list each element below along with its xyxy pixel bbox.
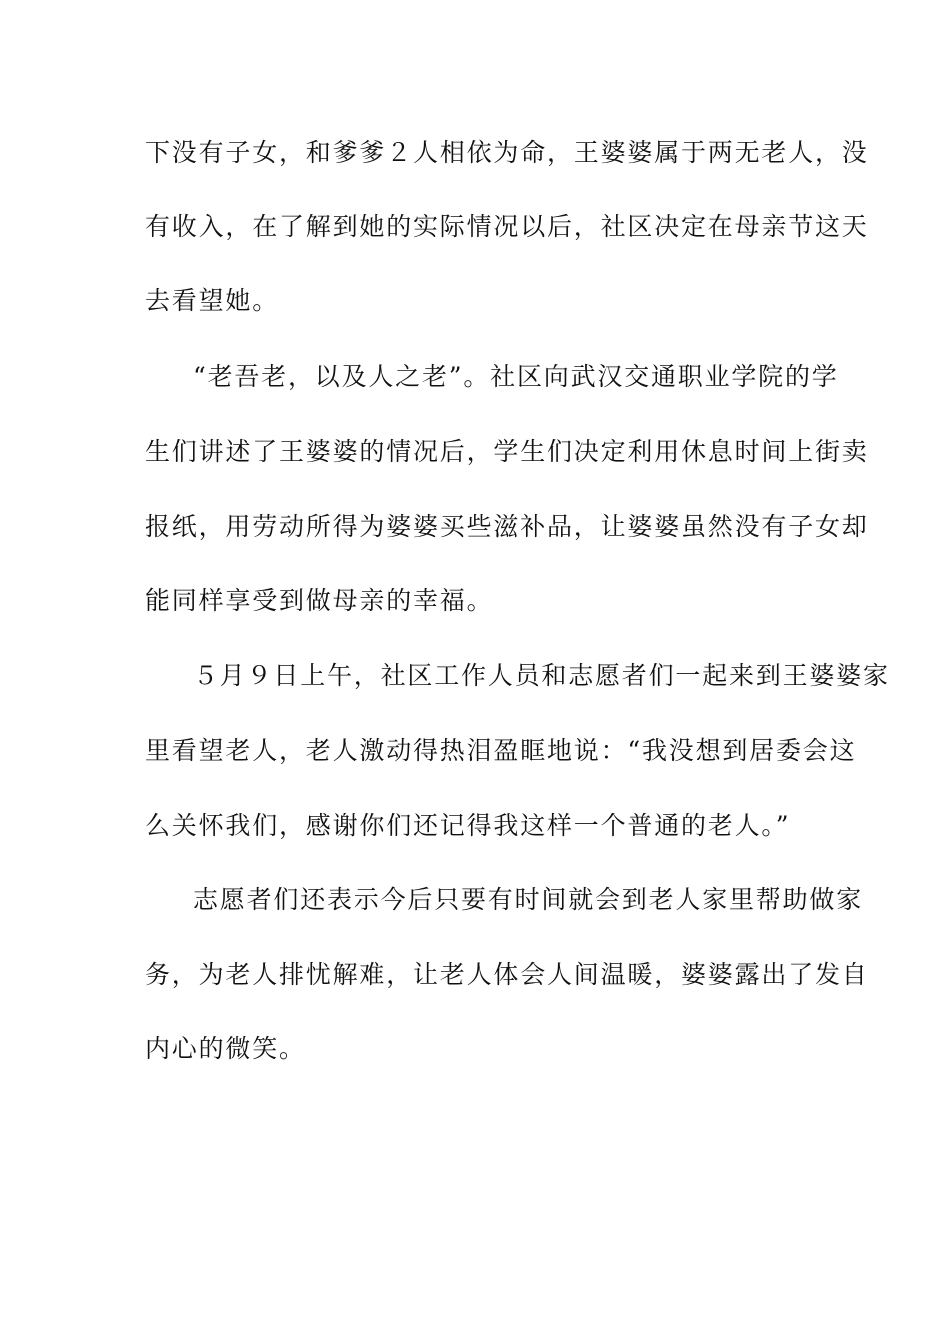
text-line: 内心的微笑。 [145, 1034, 306, 1063]
text-line: 下没有子女，和爹爹２人相依为命，王婆婆属于两无老人，没 [145, 138, 869, 167]
text-line: 报纸，用劳动所得为婆婆买些滋补品，让婆婆虽然没有子女却 [145, 512, 869, 541]
text-line: 么关怀我们，感谢你们还记得我这样一个普通的老人。” [145, 811, 791, 840]
text-line: 有收入，在了解到她的实际情况以后，社区决定在母亲节这天 [145, 212, 869, 241]
text-line: 去看望她。 [145, 286, 280, 315]
text-line: 务，为老人排忧解难，让老人体会人间温暖，婆婆露出了发自 [145, 960, 869, 989]
text-line: 能同样享受到做母亲的幸福。 [145, 586, 494, 615]
text-line: 志愿者们还表示今后只要有时间就会到老人家里帮助做家 [193, 885, 864, 914]
text-line: 生们讲述了王婆婆的情况后，学生们决定利用休息时间上街卖 [145, 437, 869, 466]
text-line: ５月９日上午，社区工作人员和志愿者们一起来到王婆婆家 [193, 661, 890, 690]
text-line: 里看望老人，老人激动得热泪盈眶地说：“我没想到居委会这 [145, 736, 857, 765]
text-line: “老吾老，以及人之老”。社区向武汉交通职业学院的学 [193, 362, 839, 391]
